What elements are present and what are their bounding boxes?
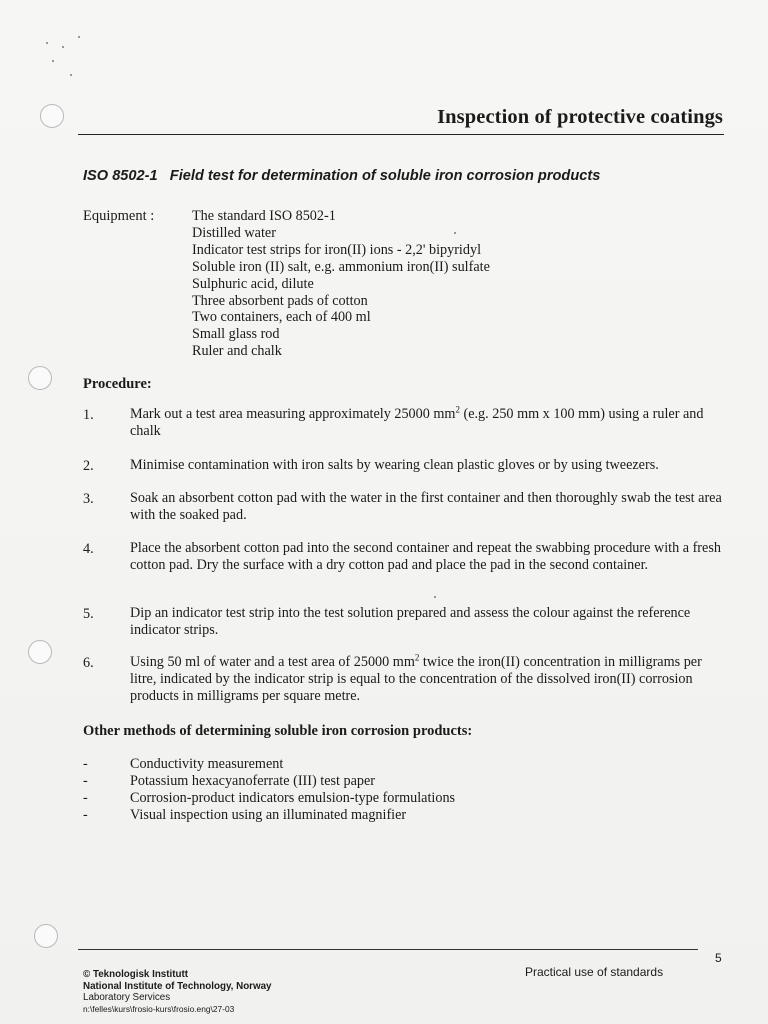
other-methods-list <box>83 756 455 824</box>
binder-hole-bottom <box>34 924 58 948</box>
bullet-dash: - <box>83 756 88 772</box>
binder-hole-middle <box>28 366 52 390</box>
method-text: Corrosion-product indicators emulsion-type formulations <box>130 789 456 806</box>
method-item <box>83 790 455 807</box>
method-item <box>83 807 455 824</box>
header-rule <box>78 134 724 135</box>
step-text-part: Using 50 ml of water and a test area of 25000 mm <box>130 654 415 670</box>
running-header-title: Inspection of protective coatings <box>437 106 723 128</box>
page-number: 5 <box>715 951 722 965</box>
step-text-part: Mark out a test area measuring approximately 25000 mm <box>130 406 456 422</box>
equipment-item: Indicator test strips for iron(II) ions - 2,2' bipyridyl <box>192 241 482 258</box>
scan-speck <box>70 74 72 76</box>
method-text: Conductivity measurement <box>130 756 284 772</box>
method-item <box>83 773 455 790</box>
bullet-dash: - <box>83 789 88 806</box>
equipment-item: Two containers, each of 400 ml <box>192 309 371 326</box>
scan-speck <box>52 60 54 62</box>
footer-org: © Teknologisk Institutt <box>83 969 189 980</box>
step-text <box>130 406 725 440</box>
equipment-item: The standard ISO 8502-1 <box>192 208 336 224</box>
step-text <box>130 654 725 704</box>
step-number: 1. <box>83 407 94 423</box>
step-text: Soak an absorbent cotton pad with the water in the first container and then thoroughly swab the test area with the soaked pad. <box>130 490 722 523</box>
method-text: Potassium hexacyanoferrate (III) test paper <box>130 772 376 789</box>
footer-file-path: n:\felles\kurs\frosio-kurs\frosio.eng\27-03 <box>83 1003 235 1014</box>
footer-institute: National Institute of Technology, Norway <box>83 980 272 992</box>
superscript: 2 <box>414 652 420 663</box>
section-title: ISO 8502-1 Field test for determination of soluble iron corrosion products <box>83 168 601 184</box>
step-number: 3. <box>83 491 94 507</box>
equipment-item: Soluble iron (II) salt, e.g. ammonium iron(II) sulfate <box>192 258 490 275</box>
binder-hole-lower <box>28 640 52 664</box>
scan-speck <box>434 596 436 598</box>
step-number: 6. <box>83 655 94 671</box>
procedure-heading: Procedure: <box>83 376 152 392</box>
equipment-item: Sulphuric acid, dilute <box>192 275 314 292</box>
step-text: Dip an indicator test strip into the test solution prepared and assess the colour against the reference indicator strips. <box>130 605 691 638</box>
step-text: Place the absorbent cotton pad into the second container and repeat the swabbing procedure with a fresh cotton pad. Dry the surface with a dry cotton pad and place the pad in the second container. <box>130 540 721 573</box>
other-methods-heading: Other methods of determining soluble iron corrosion products: <box>83 723 473 739</box>
scan-speck <box>62 46 64 48</box>
method-item <box>83 756 455 773</box>
step-number: 4. <box>83 541 94 557</box>
step-text: Minimise contamination with iron salts by wearing clean plastic gloves or by using tweezers. <box>130 457 659 473</box>
equipment-label: Equipment : <box>83 208 155 224</box>
bullet-dash: - <box>83 772 88 789</box>
footer-publisher <box>83 969 272 1015</box>
footer-rule <box>78 949 698 950</box>
bullet-dash: - <box>83 806 88 823</box>
step-text-part: twice the iron(II) concentration in milligrams per litre, indicated by the indicator strip is equal to the concentration of the dissolved iron(II) corrosion products in milligrams per square metre. <box>130 654 702 704</box>
scan-speck <box>46 42 48 44</box>
equipment-item: Ruler and chalk <box>192 343 282 360</box>
step-number: 2. <box>83 458 94 474</box>
footer-department: Laboratory Services <box>83 992 171 1004</box>
method-text: Visual inspection using an illuminated magnifier <box>130 806 407 823</box>
equipment-item: Three absorbent pads of cotton <box>192 292 368 309</box>
scan-speck <box>78 36 80 38</box>
step-text-part: (e.g. 250 mm x 100 mm) using a ruler and chalk <box>130 406 704 439</box>
footer-document-title: Practical use of standards <box>525 965 664 979</box>
step-number: 5. <box>83 606 94 622</box>
equipment-item: Distilled water <box>192 224 276 241</box>
equipment-list <box>192 208 490 360</box>
superscript: 2 <box>455 404 460 415</box>
equipment-item: Small glass rod <box>192 326 280 343</box>
binder-hole-top <box>40 104 64 128</box>
